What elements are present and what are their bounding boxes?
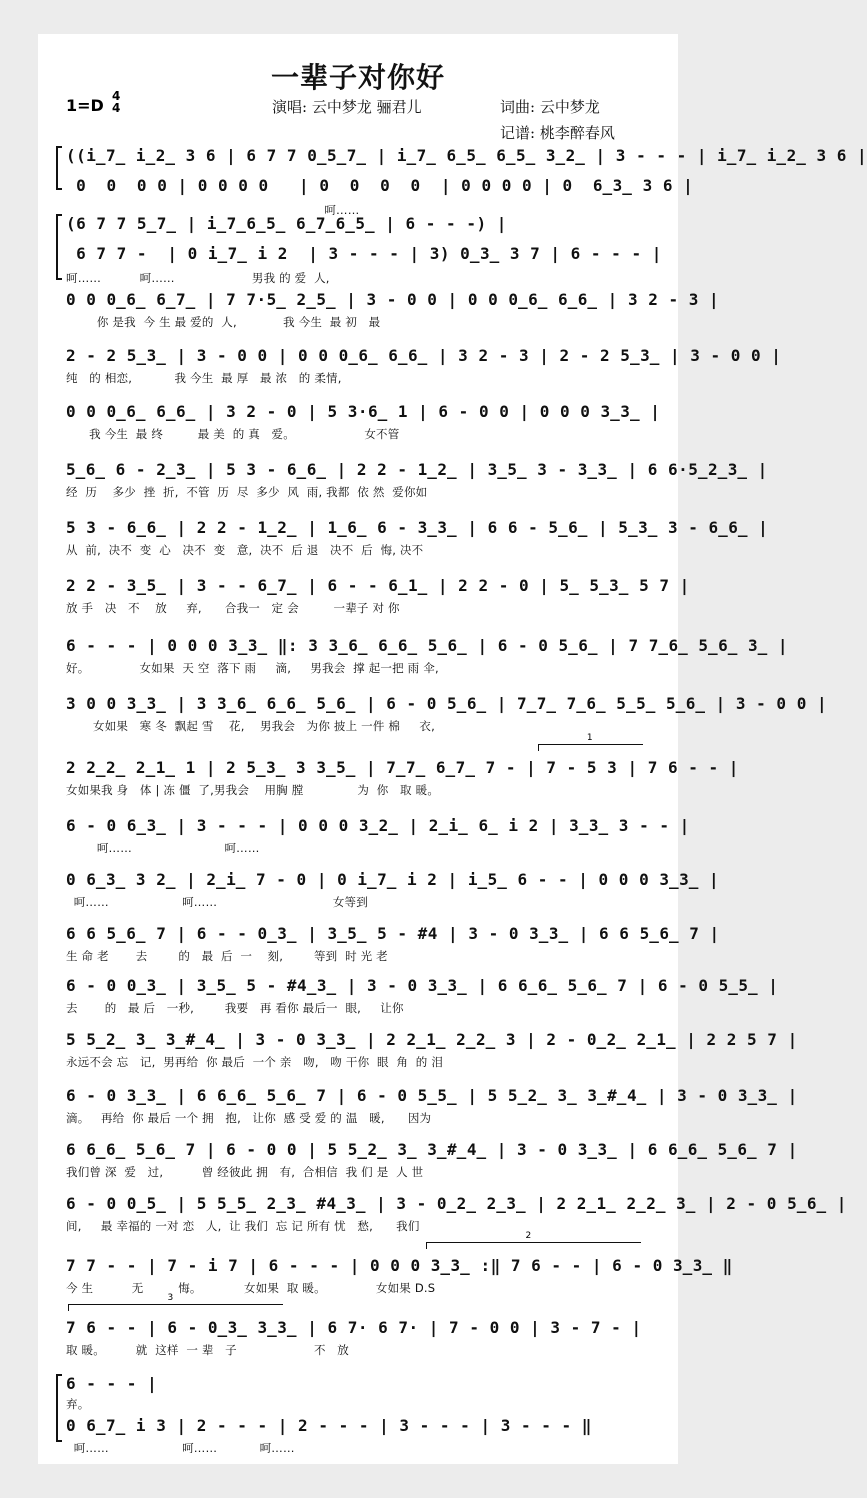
staff-brace	[56, 146, 62, 190]
system	[66, 694, 828, 750]
time-signature-bottom: 4	[112, 101, 121, 115]
system	[66, 636, 789, 692]
system	[66, 976, 779, 1032]
staff-notes: 0 6̲3̲ 3 2̲ | 2̲i̲ 7 - 0 | 0 i̲7̲ i 2 | i̲5̲ 6 - - | 0 0 0 3̲3̲ |	[66, 870, 720, 889]
staff-notes: 7 6 - - | 6 - 0̲3̲ 3̲3̲ | 6 7· 6 7· | 7 - 0 0 | 3 - 7 - |	[66, 1318, 642, 1337]
system	[66, 1374, 656, 1455]
system	[66, 758, 739, 814]
system	[66, 518, 769, 574]
system	[66, 576, 690, 632]
lyrics-line: 好。 女如果 天 空 落下 雨 滴, 男我会 撑 起一把 雨 伞,	[66, 661, 439, 675]
system	[66, 214, 662, 285]
lyrics-line: 间, 最 幸福的 一对 恋 人, 让 我们 忘 记 所有 忧 愁, 我们	[66, 1219, 420, 1233]
volta-bracket: 1	[538, 744, 643, 751]
staff-notes: 6 - - - | 0 0 0 3̲3̲ ‖: 3 3̲6̲ 6̲6̲ 5̲6̲ | 6 - 0 5̲6̲ | 7 7̲6̲ 5̲6̲ 3̲ |	[66, 636, 789, 655]
staff-notes: 5̲6̲ 6 - 2̲3̲ | 5 3 - 6̲6̲ | 2 2 - 1̲2̲ | 3̲5̲ 3 - 3̲3̲ | 6 6·5̲2̲3̲ |	[66, 460, 768, 479]
staff-notes: 3 0 0 3̲3̲ | 3 3̲6̲ 6̲6̲ 5̲6̲ | 6 - 0 5̲6̲ | 7̲7̲ 7̲6̲ 5̲5̲ 5̲6̲ | 3 - 0 0 |	[66, 694, 828, 713]
lyrics-line: 呵…… 呵…… 女等到	[66, 895, 368, 909]
staff-notes: 6 - 0 6̲3̲ | 3 - - - | 0 0 0 3̲2̲ | 2̲i̲ 6̲ i 2 | 3̲3̲ 3 - - |	[66, 816, 690, 835]
system	[66, 290, 720, 346]
staff-notes: 5 5̲2̲ 3̲ 3̲#̲4̲ | 3 - 0 3̲3̲ | 2 2̲1̲ 2̲2̲ 3 | 2 - 0̲2̲ 2̲1̲ | 2 2 5 7 |	[66, 1030, 798, 1049]
system	[66, 1030, 798, 1086]
lyrics-line: 从 前, 决不 变 心 决不 变 意, 决不 后 退 决不 后 悔, 决不	[66, 543, 424, 557]
lyrics-line: 生 命 老 去 的 最 后 一 刻, 等到 时 光 老	[66, 949, 388, 963]
system	[66, 1140, 798, 1196]
staff-notes: 6 6̲6̲ 5̲6̲ 7 | 6 - 0 0 | 5 5̲2̲ 3̲ 3̲#̲4̲ | 3 - 0 3̲3̲ | 6 6̲6̲ 5̲6̲ 7 |	[66, 1140, 798, 1159]
lyrics-line: 今 生 无 悔。 女如果 取 暖。 女如果 D.S	[66, 1281, 436, 1295]
staff-notes: 2 2 - 3̲5̲ | 3 - - 6̲7̲ | 6 - - 6̲1̲ | 2 2 - 0 | 5̲ 5̲3̲ 5 7 |	[66, 576, 690, 595]
composer: 词曲: 云中梦龙	[500, 98, 600, 116]
singers: 演唱: 云中梦龙 骊君儿	[272, 98, 422, 116]
lower-staff-notes: 0 6̲7̲ i 3 | 2 - - - | 2 - - - | 3 - - - | 3 - - - ‖	[66, 1416, 592, 1435]
song-title: 一辈子对你好	[270, 61, 445, 94]
lyrics-line: 经 历 多少 挫 折, 不管 历 尽 多少 风 雨, 我都 依 然 爱你如	[66, 485, 428, 499]
system	[66, 816, 690, 872]
lyrics-line: 去 的 最 后 一秒, 我要 再 看你 最后一 眼, 让你	[66, 1001, 404, 1015]
staff-notes: 2 2̲2̲ 2̲1̲ 1 | 2 5̲3̲ 3 3̲5̲ | 7̲7̲ 6̲7̲ 7 - | 7 - 5 3 | 7 6 - - |	[66, 758, 739, 777]
staff-notes: 6 - 0 0̲3̲ | 3̲5̲ 5 - #4̲3̲ | 3 - 0 3̲3̲ | 6 6̲6̲ 5̲6̲ 7 | 6 - 0 5̲5̲ |	[66, 976, 779, 995]
lyrics-line: 我 今生 最 终 最 美 的 真 爱。 女不管	[66, 427, 400, 441]
system	[66, 146, 867, 217]
key-signature: 1=D	[66, 96, 104, 115]
lyrics-line: 放 手 决 不 放 弃, 合我一 定 会 一辈子 对 你	[66, 601, 400, 615]
system	[66, 1318, 656, 1374]
lower-staff-notes: 6 7 7 - | 0 i̲7̲ i 2 | 3 - - - | 3) 0̲3̲ 3 7 | 6 - - - |	[66, 244, 662, 263]
lyrics-line: 女如果我 身 体 | 冻 僵 了,男我会 用胸 膛 为 你 取 暖。	[66, 783, 440, 797]
staff-notes: 5 3 - 6̲6̲ | 2 2 - 1̲2̲ | 1̲6̲ 6 - 3̲3̲ | 6 6 - 5̲6̲ | 5̲3̲ 3 - 6̲6̲ |	[66, 518, 769, 537]
transcriber: 记谱: 桃李醉春风	[500, 124, 615, 142]
lyrics-line: 你 是我 今 生 最 爱的 人, 我 今生 最 初 最	[66, 315, 381, 329]
lyrics-line: 呵…… 呵……	[66, 841, 260, 855]
upper-staff-notes: ((i̲7̲ i̲2̲ 3 6 | 6 7 7 0̲5̲7̲ | i̲7̲ 6̲5̲ 6̲5̲ 3̲2̲ | 3 - - - | i̲7̲ i̲2̲ 3 6 |	[66, 146, 867, 165]
lyrics-line: 永远不会 忘 记, 男再给 你 最后 一个 亲 吻, 吻 干你 眼 角 的 泪	[66, 1055, 444, 1069]
upper-staff-notes: 6 - - - |	[66, 1374, 158, 1393]
lyrics-line: 女如果 寒 冬 飘起 雪 花, 男我会 为你 披上 一件 棉 衣,	[66, 719, 435, 733]
lyrics-line: 取 暖。 就 这样 一 辈 子 不 放	[66, 1343, 349, 1357]
lyrics-line: 滴。 再给 你 最后 一个 拥 抱, 让你 感 受 爱 的 温 暖, 因为	[66, 1111, 432, 1125]
staff-notes: 0 0 0̲6̲ 6̲6̲ | 3 2 - 0 | 5 3·6̲ 1 | 6 - 0 0 | 0 0 0 3̲3̲ |	[66, 402, 661, 421]
staff-notes: 6 - 0 0̲5̲ | 5 5̲5̲ 2̲3̲ #4̲3̲ | 3 - 0̲2̲ 2̲3̲ | 2 2̲1̲ 2̲2̲ 3̲ | 2 - 0 5̲6̲ |	[66, 1194, 847, 1213]
staff-notes: 0 0 0̲6̲ 6̲7̲ | 7 7·5̲ 2̲5̲ | 3 - 0 0 | 0 0 0̲6̲ 6̲6̲ | 3 2 - 3 |	[66, 290, 720, 309]
system	[66, 870, 720, 926]
volta-bracket: 2	[426, 1242, 641, 1249]
staff-notes: 2 - 2 5̲3̲ | 3 - 0 0 | 0 0 0̲6̲ 6̲6̲ | 3 2 - 3 | 2 - 2 5̲3̲ | 3 - 0 0 |	[66, 346, 782, 365]
time-signature-top: 4	[112, 89, 121, 103]
lyrics-line: 我们曾 深 爱 过, 曾 经彼此 拥 有, 合相信 我 们 是 人 世	[66, 1165, 424, 1179]
system	[66, 924, 720, 980]
lyrics-line: 呵…… 呵…… 呵……	[66, 1441, 295, 1455]
lyrics-line: 纯 的 相恋, 我 今生 最 厚 最 浓 的 柔情,	[66, 371, 342, 385]
system	[66, 402, 661, 458]
lower-staff-notes: 0 0 0 0 | 0 0 0 0 | 0 0 0 0 | 0 0 0 0 | 0 6̲3̲ 3 6 |	[66, 176, 694, 195]
system	[66, 460, 768, 516]
lyrics-line-upper: 弃。	[66, 1397, 90, 1411]
staff-brace	[56, 214, 62, 280]
staff-notes: 7 7 - - | 7 - i 7 | 6 - - - | 0 0 0 3̲3̲ :‖ 7 6 - - | 6 - 0 3̲3̲ ‖	[66, 1256, 733, 1275]
lyrics-line: 呵……	[66, 203, 360, 217]
system	[66, 1086, 798, 1142]
system	[66, 346, 782, 402]
volta-bracket: 3	[68, 1304, 283, 1311]
upper-staff-notes: (6 7 7 5̲7̲ | i̲7̲6̲5̲ 6̲7̲6̲5̲ | 6 - - -) |	[66, 214, 507, 233]
staff-brace	[56, 1374, 62, 1442]
staff-notes: 6 - 0 3̲3̲ | 6 6̲6̲ 5̲6̲ 7 | 6 - 0 5̲5̲ | 5 5̲2̲ 3̲ 3̲#̲4̲ | 3 - 0 3̲3̲ |	[66, 1086, 798, 1105]
staff-notes: 6 6 5̲6̲ 7 | 6 - - 0̲3̲ | 3̲5̲ 5 - #4 | 3 - 0 3̲3̲ | 6 6 5̲6̲ 7 |	[66, 924, 720, 943]
lyrics-line: 呵…… 呵…… 男我 的 爱 人,	[66, 271, 330, 285]
time-signature	[112, 90, 120, 114]
